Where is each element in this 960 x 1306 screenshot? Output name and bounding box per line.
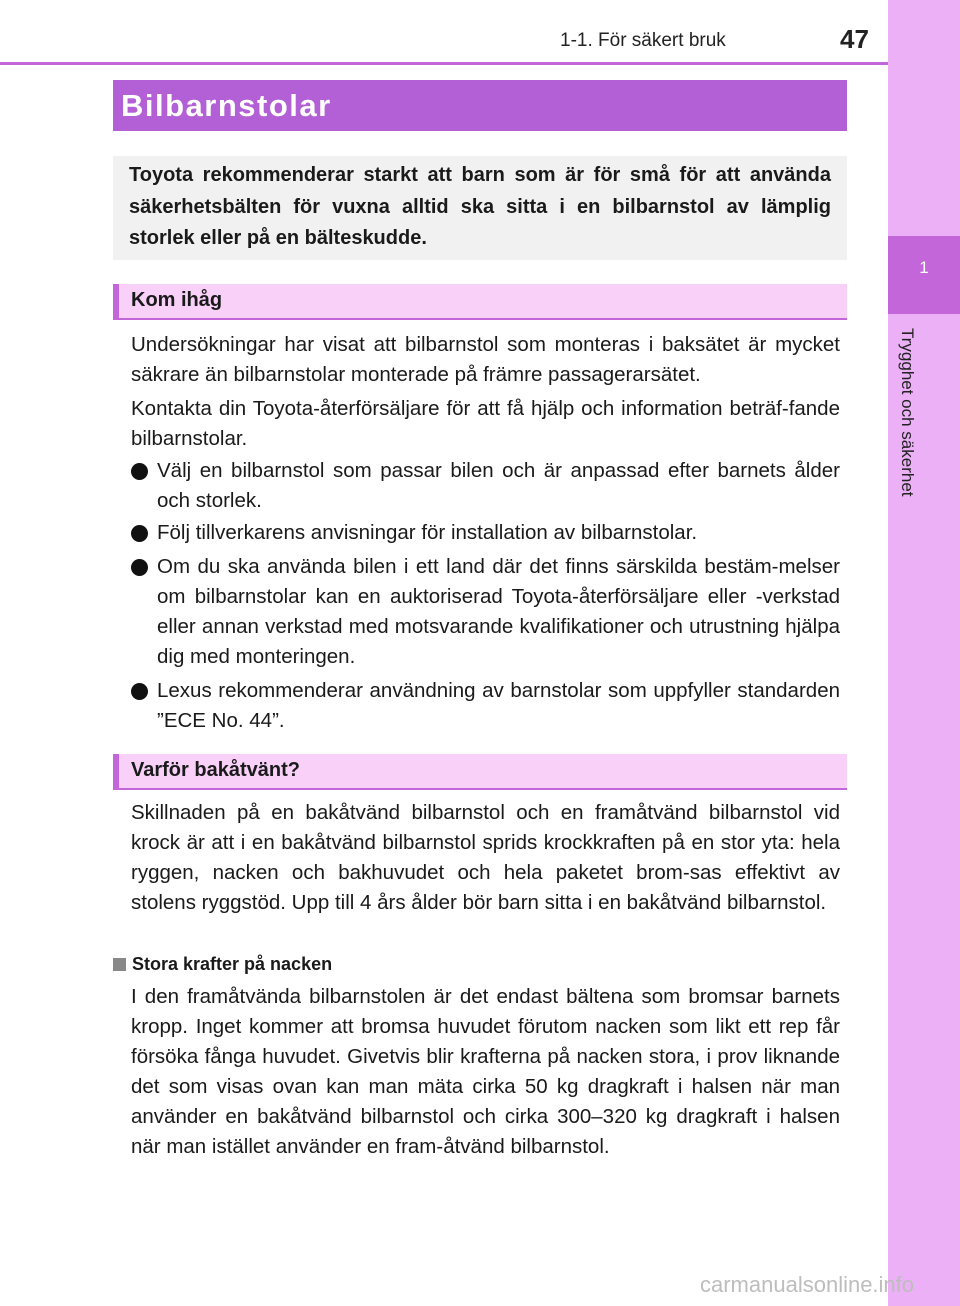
bullet-icon [131,559,148,576]
list-item-text: Om du ska använda bilen i ett land där det finns särskilda bestäm-melser om bilbarnstolar kan en auktoriserad Toyota-återförsäljare eller -verkstad eller annan verkstad med motsvarande kvalifikationer och utrustning hjälpa dig med monteringen. [157,555,840,668]
paragraph: Skillnaden på en bakåtvänd bilbarnstol och en framåtvänd bilbarnstol vid krock är att i en bakåtvänd bilbarnstol sprids krockkraften på en stor yta: hela ryggen, nacken och bakhuvudet och hela paketet brom-sas effektivt av stolens ryggstöd. Upp till 4 års ålder bör barn sitta i en bakåtvänd bilbarnstol. [131,801,840,914]
chapter-title: Trygghet och säkerhet [898,328,917,497]
chapter-side-tab [888,0,960,1306]
list-item-text: Lexus rekommenderar användning av barnstolar som uppfyller standarden ”ECE No. 44”. [157,679,840,732]
paragraph: Kontakta din Toyota-återförsäljare för att få hjälp och information beträf-fande bilbarnstolar. [131,397,840,450]
page-number: 47 [840,24,869,54]
bullet-icon [131,463,148,480]
list-item [131,676,840,736]
paragraph: I den framåtvända bilbarnstolen är det endast bältena som bromsar barnets kropp. Inget kommer att bromsa huvudet förutom nacken som likt ett rep får försöka fånga huvudet. Givetvis blir krafterna på nacken stora, i prov liknande det som visas ovan kan man mäta cirka 50 kg dragkraft i halsen när man använder en bakåtvänd bilbarnstol och cirka 300–320 kg dragkraft i halsen när man istället använder en fram-åtvänd bilbarnstol. [131,985,840,1158]
list-item [131,552,840,672]
list-item [131,518,840,548]
intro-box [113,156,847,260]
running-header-section: 1-1. För säkert bruk [560,30,726,51]
header-rule [0,62,888,65]
intro-text: Toyota rekommenderar starkt att barn som är för små för att använda säkerhetsbälten för vuxna alltid ska sitta i en bilbarnstol av lämplig storlek eller på en bälteskudde. [129,164,831,249]
chapter-number: 1 [919,258,929,277]
bullet-icon [131,683,148,700]
list-item-text: Följ tillverkarens anvisningar för installation av bilbarnstolar. [157,521,698,544]
list-item-text: Välj en bilbarnstol som passar bilen och är anpassad efter barnets ålder och storlek. [157,459,840,512]
section-heading-kom-ihag: Kom ihåg [113,284,847,320]
square-bullet-icon [113,958,126,971]
page-title: Bilbarnstolar [113,80,847,131]
watermark: carmanualsonline.info [700,1272,915,1297]
bullet-icon [131,525,148,542]
subheading [113,954,332,975]
section-heading-varfor-bakatvant: Varför bakåtvänt? [113,754,847,790]
paragraph: Undersökningar har visat att bilbarnstol som monteras i baksätet är mycket säkrare än bilbarnstolar monterade på främre passagerarsätet. [131,333,840,386]
subheading-text: Stora krafter på nacken [132,954,333,974]
list-item [131,456,840,516]
